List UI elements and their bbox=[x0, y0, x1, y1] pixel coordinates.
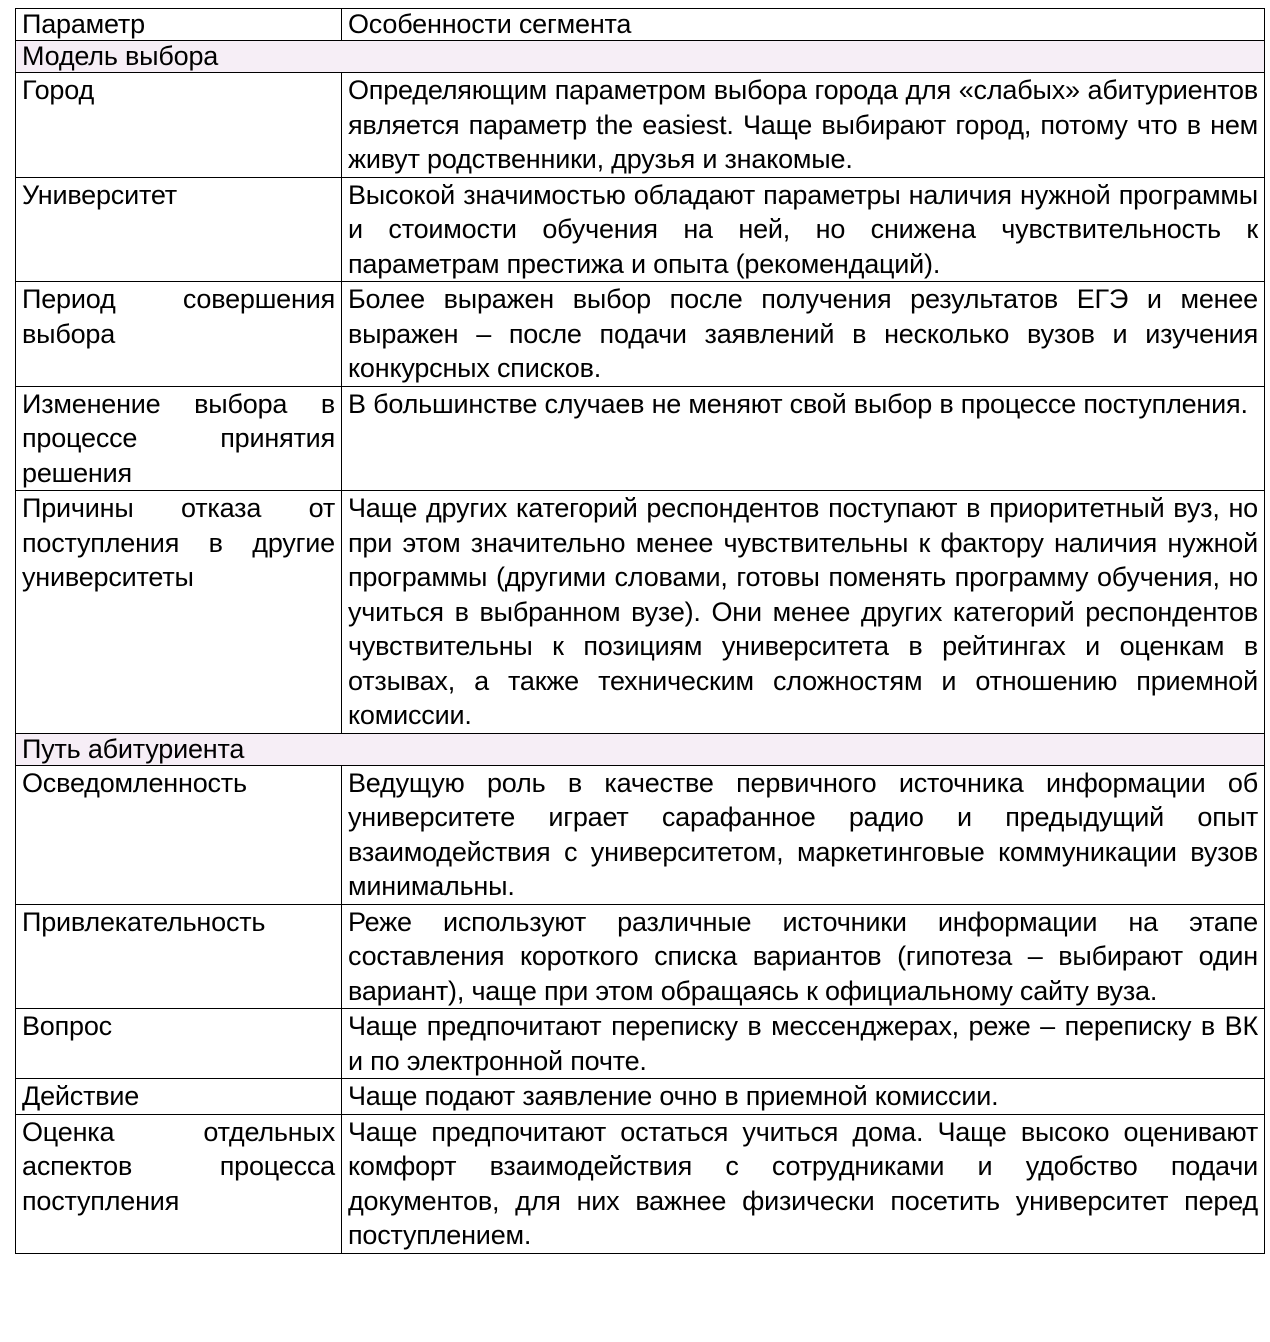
param-cell: Осведомленность bbox=[16, 765, 342, 904]
desc-cell: Определяющим параметром выбора города для «слабых» абитуриентов является параметр the easiest. Чаще выбирают город, потому что в нем живут родственники, друзья и знакомые. bbox=[342, 73, 1265, 178]
param-cell: Период совершения выбора bbox=[16, 282, 342, 387]
desc-cell: Высокой значимостью обладают параметры наличия нужной программы и стоимости обучения на ней, но снижена чувствительность к параметрам престижа и опыта (рекомендаций). bbox=[342, 177, 1265, 282]
desc-cell: Чаще предпочитают остаться учиться дома. Чаще высоко оценивают комфорт взаимодействия с сотрудниками и удобство подачи документов, для них важнее физически посетить университет перед поступлением. bbox=[342, 1114, 1265, 1253]
table-row bbox=[16, 386, 1265, 491]
desc-cell: Чаще других категорий респондентов поступают в приоритетный вуз, но при этом значительно менее чувствительны к фактору наличия нужной программы (другими словами, готовы поменять программу обучения, но учиться в выбранном вузе). Они менее других категорий респондентов чувствительны к позициям университета в рейтингах и оценкам в отзывах, а также техническим сложностям и отношению приемной комиссии. bbox=[342, 491, 1265, 734]
desc-cell: Чаще предпочитают переписку в мессенджерах, реже – переписку в ВК и по электронной почте. bbox=[342, 1009, 1265, 1079]
param-cell: Действие bbox=[16, 1079, 342, 1115]
desc-cell: Более выражен выбор после получения результатов ЕГЭ и менее выражен – после подачи заявлений в несколько вузов и изучения конкурсных списков. bbox=[342, 282, 1265, 387]
param-cell: Университет bbox=[16, 177, 342, 282]
section-title: Путь абитуриента bbox=[16, 733, 1265, 765]
table-header-row bbox=[16, 9, 1265, 41]
table-row bbox=[16, 1114, 1265, 1253]
table-row bbox=[16, 1079, 1265, 1115]
param-cell: Привлекательность bbox=[16, 904, 342, 1009]
table-row bbox=[16, 765, 1265, 904]
desc-cell: Чаще подают заявление очно в приемной комиссии. bbox=[342, 1079, 1265, 1115]
desc-cell: В большинстве случаев не меняют свой выбор в процессе поступления. bbox=[342, 386, 1265, 491]
header-features: Особенности сегмента bbox=[342, 9, 1265, 41]
table-row bbox=[16, 904, 1265, 1009]
table-row bbox=[16, 1009, 1265, 1079]
table-row bbox=[16, 177, 1265, 282]
segment-table bbox=[15, 8, 1265, 1254]
param-cell: Оценка отдельных аспектов процесса поступления bbox=[16, 1114, 342, 1253]
section-title: Модель выбора bbox=[16, 41, 1265, 73]
section-row bbox=[16, 41, 1265, 73]
table-row bbox=[16, 282, 1265, 387]
desc-cell: Реже используют различные источники информации на этапе составления короткого списка вариантов (гипотеза – выбирают один вариант), чаще при этом обращаясь к официальному сайту вуза. bbox=[342, 904, 1265, 1009]
header-param: Параметр bbox=[16, 9, 342, 41]
param-cell: Вопрос bbox=[16, 1009, 342, 1079]
param-cell: Город bbox=[16, 73, 342, 178]
param-cell: Изменение выбора в процессе принятия решения bbox=[16, 386, 342, 491]
param-cell: Причины отказа от поступления в другие университеты bbox=[16, 491, 342, 734]
table-row bbox=[16, 491, 1265, 734]
table-row bbox=[16, 73, 1265, 178]
section-row bbox=[16, 733, 1265, 765]
desc-cell: Ведущую роль в качестве первичного источника информации об университете играет сарафанное радио и предыдущий опыт взаимодействия с университетом, маркетинговые коммуникации вузов минимальны. bbox=[342, 765, 1265, 904]
